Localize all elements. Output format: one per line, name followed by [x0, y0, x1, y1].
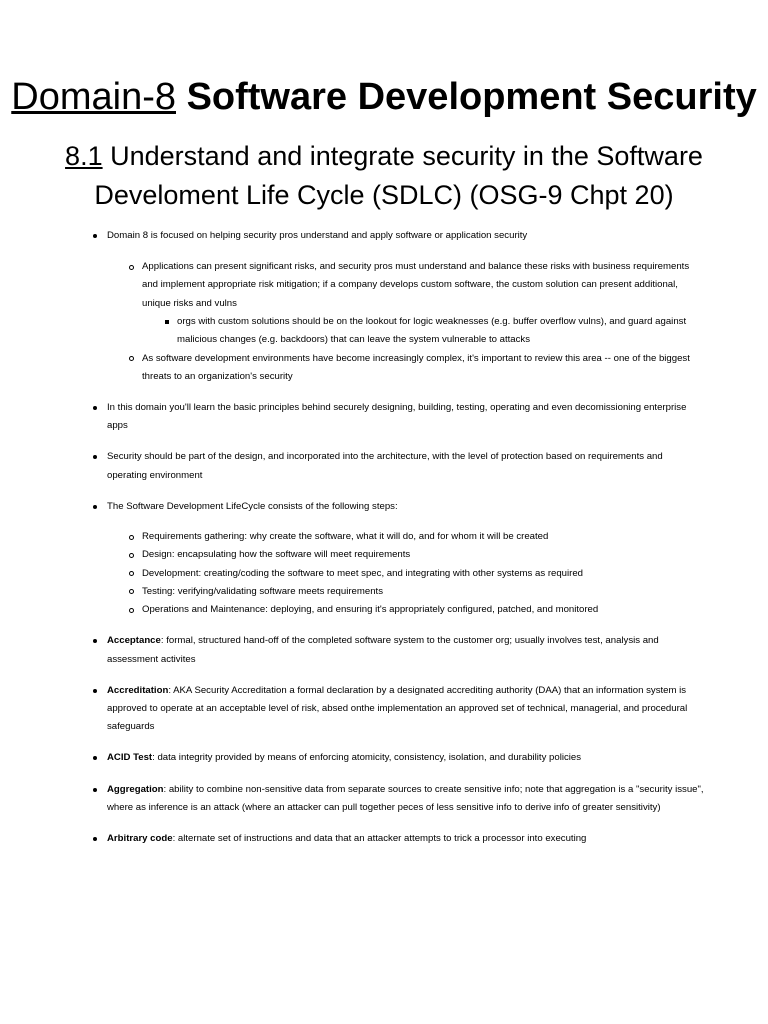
- glossary-item-acceptance: [107, 632, 704, 669]
- sdlc-step: Development: creating/coding the software to meet spec, and integrating with other systems as required: [142, 565, 704, 583]
- list-item: [107, 399, 704, 436]
- sub-list-item-text: Applications can present significant risks, and security pros must understand and balance these risks with business requirements and implement appropriate risk mitigation; if a company develops custom software, the custom solution can present additional, unique risks and vulns: [142, 261, 690, 309]
- sub-list: [107, 258, 704, 386]
- sub-list-item: [142, 350, 704, 387]
- glossary-item-accreditation: [107, 682, 704, 737]
- glossary-definition: : AKA Security Accreditation a formal declaration by a designated accrediting authority (DAA) that an information system is approved to operate at an acceptable level of risk, absed onthe implementation an approved set of technical, managerial, and procedural safeguards: [107, 684, 688, 733]
- glossary-term: Acceptance: [107, 635, 161, 647]
- glossary-term: Accreditation: [107, 684, 169, 696]
- glossary-item-acid-test: [107, 749, 704, 767]
- sdlc-step: Design: encapsulating how the software will meet requirements: [142, 546, 704, 564]
- list-item-text: In this domain you'll learn the basic principles behind securely designing, building, testing, operating and even decomissioning enterprise apps: [107, 401, 687, 432]
- list-item: [107, 448, 704, 485]
- glossary-term: Arbitrary code: [107, 832, 173, 844]
- glossary-definition: : formal, structured hand-off of the completed software system to the customer org; usually involves test, analysis and assessment activites: [107, 635, 659, 665]
- sub-sub-list: [142, 313, 704, 350]
- sdlc-steps-list: [107, 528, 704, 619]
- list-item: [107, 227, 704, 386]
- glossary-definition: : data integrity provided by means of enforcing atomicity, consistency, isolation, and durability policies: [152, 752, 582, 764]
- title-text: Software Development Security: [186, 76, 757, 118]
- bullet-list: [0, 227, 768, 848]
- glossary-definition: : alternate set of instructions and data that an attacker attempts to trick a processor into executing: [172, 832, 587, 844]
- sub-sub-list-item-text: orgs with custom solutions should be on the lookout for logic weaknesses (e.g. buffer overflow vulns), and guard against malicious changes (e.g. backdoors) that can leave the system vulnerable to attacks: [177, 315, 687, 346]
- list-item-text: The Software Development LifeCycle consists of the following steps:: [107, 500, 398, 512]
- glossary-definition: : ability to combine non-sensitive data from separate sources to create sensitive info; note that aggregation is a "security issue", where as inference is an attack (where an attacker can pull together peces of less sensitive info to derive info of greater sensitivity): [107, 783, 704, 813]
- sub-list-item-text: As software development environments have become increasingly complex, it's important to review this area -- one of the biggest threats to an organization's security: [142, 352, 690, 382]
- section-heading: [0, 137, 768, 215]
- section-number-link[interactable]: 8.1: [65, 141, 103, 171]
- section-heading-text: Understand and integrate security in the Software Develoment Life Cycle (SDLC) (OSG-9 Chpt 20): [94, 141, 703, 210]
- sub-sub-list-item: [177, 313, 704, 350]
- list-item-text: Security should be part of the design, and incorporated into the architecture, with the level of protection based on requirements and operating environment: [107, 451, 663, 481]
- page-title: [0, 0, 768, 125]
- sdlc-step: Requirements gathering: why create the software, what it will do, and for whom it will be created: [142, 528, 704, 546]
- glossary-item-arbitrary-code: [107, 830, 704, 848]
- list-item: [107, 498, 704, 620]
- glossary-term: Aggregation: [107, 783, 164, 795]
- domain-link[interactable]: Domain-8: [11, 76, 176, 118]
- sub-list-item: [142, 258, 704, 349]
- glossary-item-aggregation: [107, 781, 704, 818]
- list-item-text: Domain 8 is focused on helping security pros understand and apply software or application security: [107, 230, 528, 241]
- glossary-term: ACID Test: [107, 752, 153, 764]
- sdlc-step: Testing: verifying/validating software meets requirements: [142, 583, 704, 601]
- sdlc-step: Operations and Maintenance: deploying, and ensuring it's appropriately configured, patched, and monitored: [142, 601, 704, 619]
